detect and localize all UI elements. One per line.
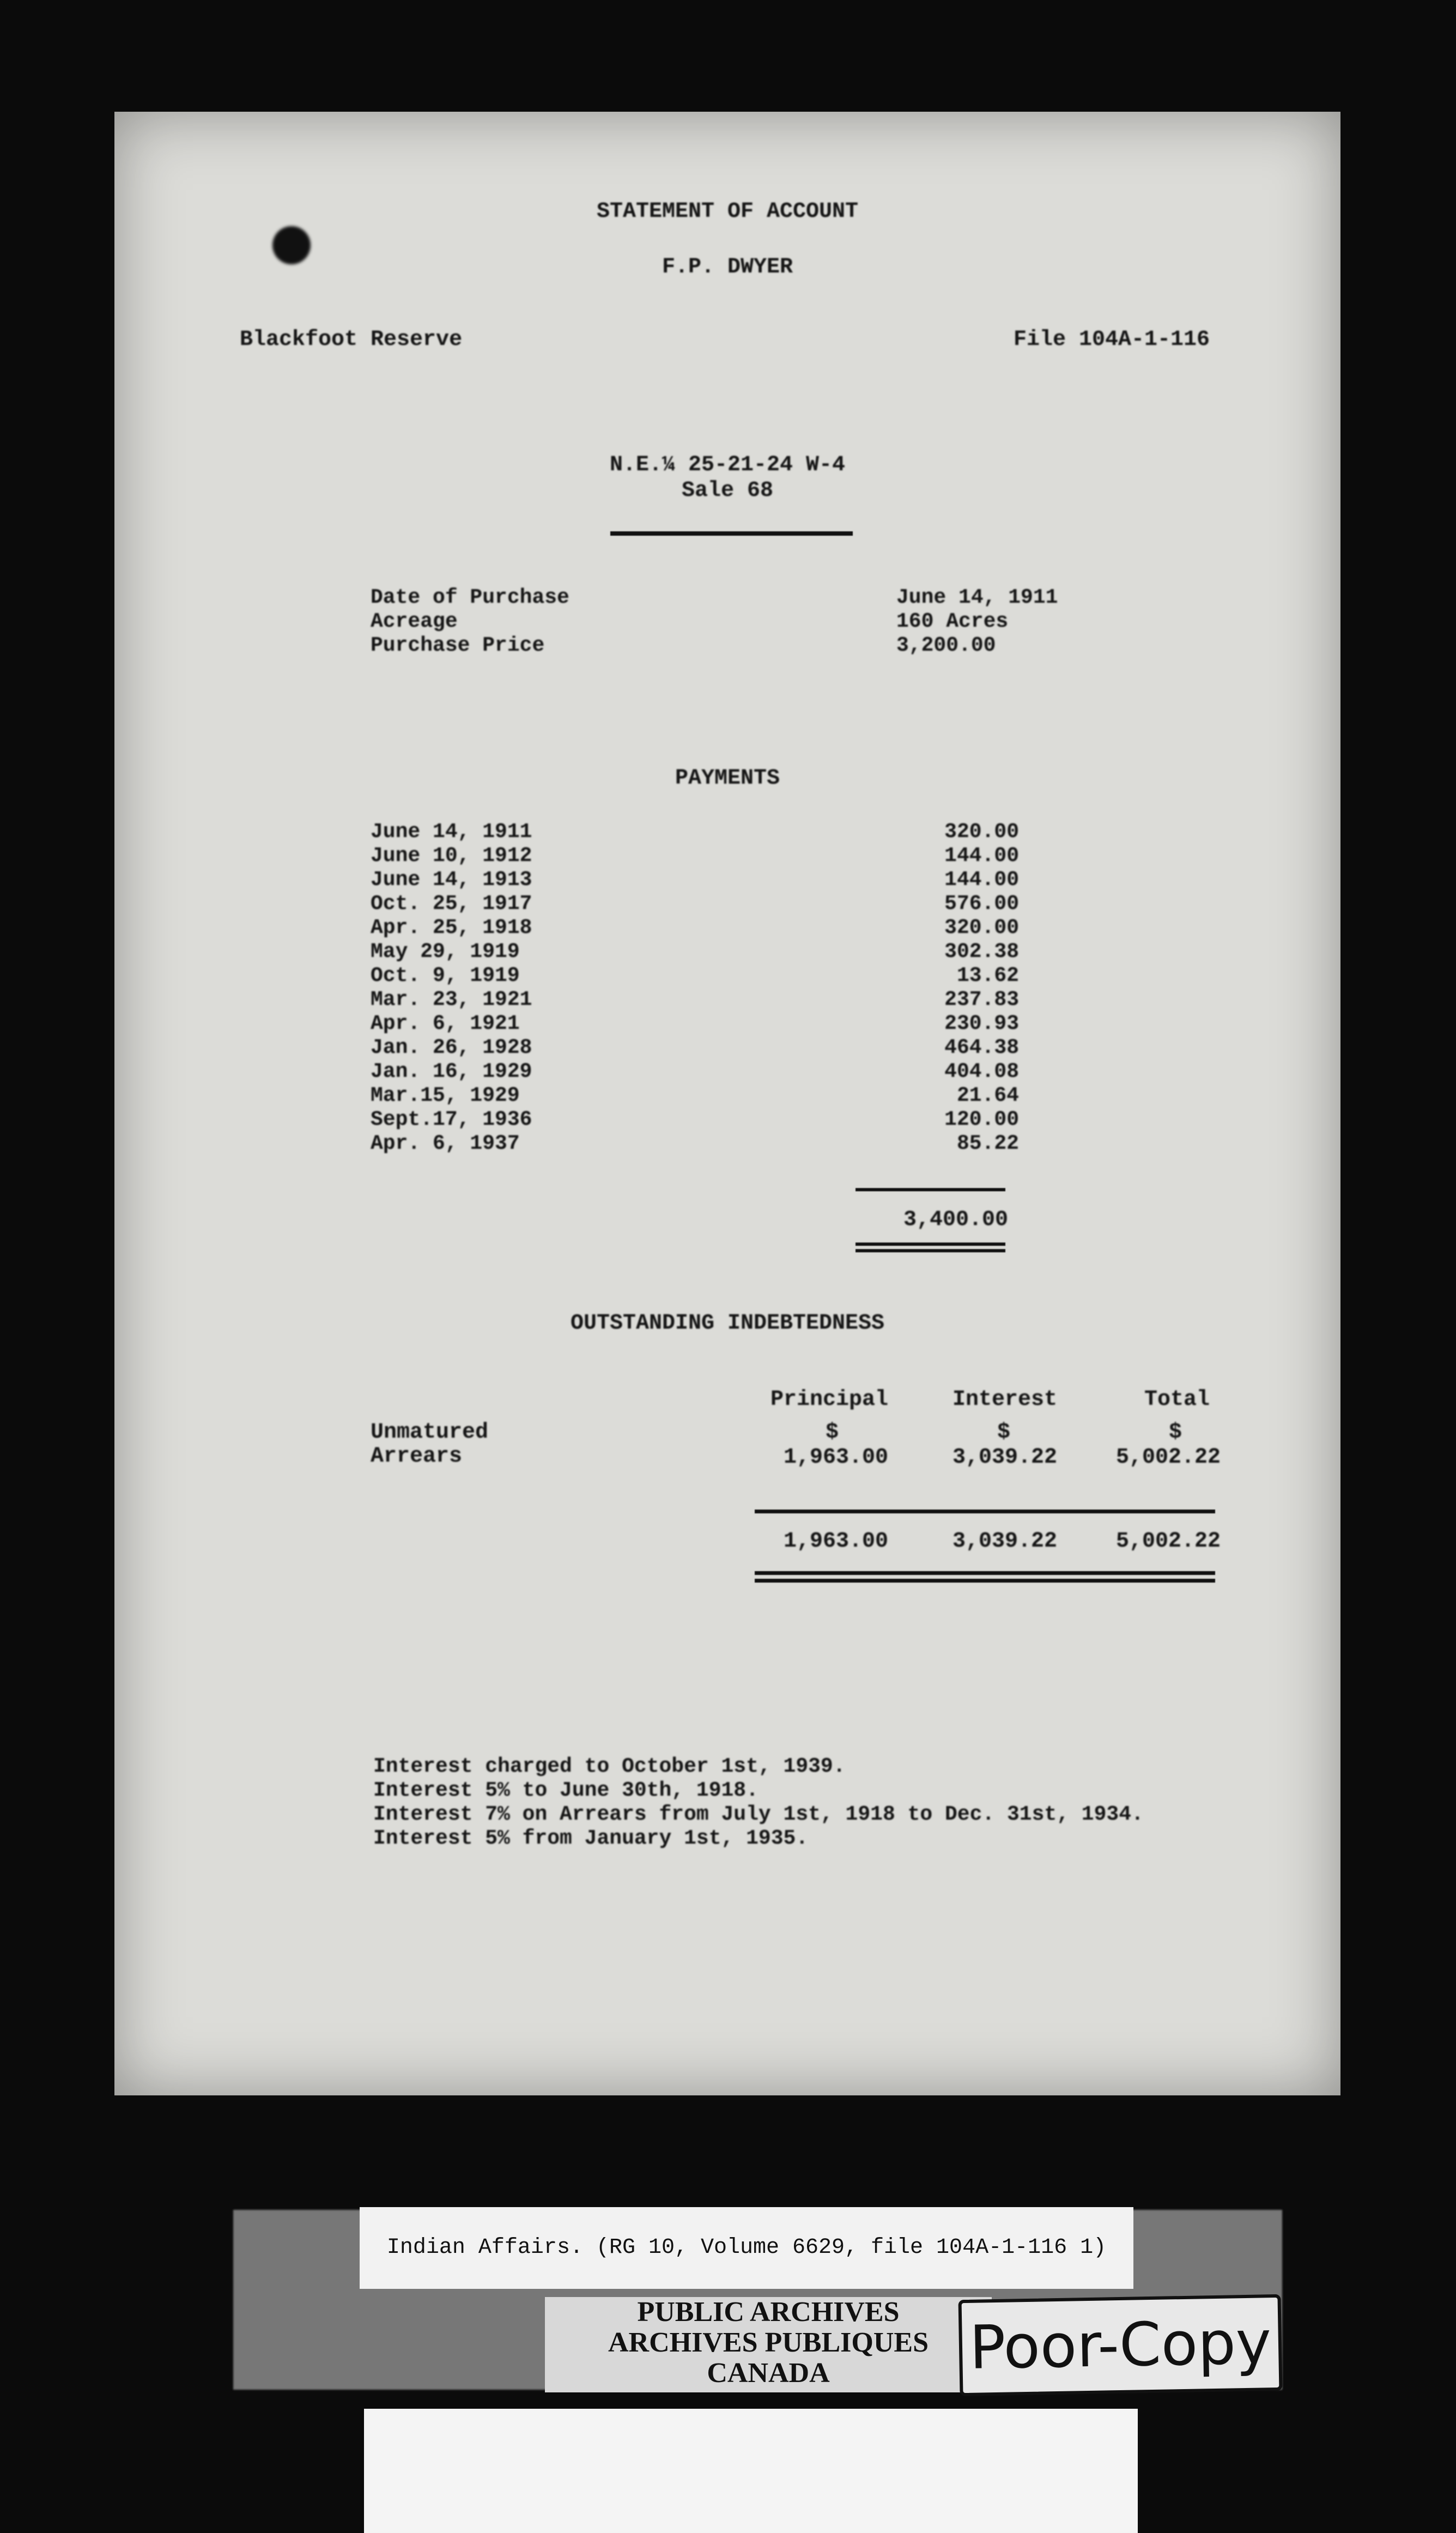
- archive-stamp-text: [545, 2297, 992, 2392]
- payment-dates: [371, 820, 532, 1156]
- title-underline: [610, 531, 853, 536]
- archive-line-1: PUBLIC ARCHIVES: [637, 2296, 900, 2328]
- payment-date: Oct. 9, 1919: [371, 964, 520, 987]
- payment-amount: 320.00: [944, 916, 1019, 940]
- archive-line-3: CANADA: [707, 2358, 830, 2389]
- payments-double-rule-1: [856, 1243, 1005, 1246]
- row-label-unmatured: Unmatured: [371, 1420, 489, 1445]
- interest-note: Interest charged to October 1st, 1939.: [373, 1755, 846, 1778]
- payment-amount: 320.00: [944, 820, 1019, 844]
- currency-total: $: [1169, 1420, 1182, 1445]
- purchase-value: 3,200.00: [896, 634, 996, 657]
- reserve-name: Blackfoot Reserve: [240, 328, 463, 352]
- payments-subtotal-rule: [856, 1188, 1005, 1191]
- outstanding-double-rule-1: [755, 1571, 1215, 1575]
- payment-date: Sept.17, 1936: [371, 1108, 532, 1131]
- row-label-arrears: Arrears: [371, 1444, 463, 1469]
- column-principal: Principal: [770, 1387, 888, 1412]
- statement-title: STATEMENT OF ACCOUNT: [596, 199, 859, 224]
- interest-note: Interest 5% to June 30th, 1918.: [373, 1779, 759, 1802]
- land-description: N.E.¼ 25-21-24 W-4: [609, 453, 846, 477]
- archive-citation: Indian Affairs. (RG 10, Volume 6629, file 104A-1-116 1): [360, 2207, 1133, 2289]
- column-interest: Interest: [952, 1387, 1057, 1412]
- payment-amount: 144.00: [944, 844, 1019, 868]
- value-interest: 3,039.22: [952, 1445, 1057, 1470]
- payment-amount: 13.62: [956, 964, 1019, 987]
- purchase-label: Acreage: [371, 610, 458, 633]
- payment-date: Mar.15, 1929: [371, 1084, 520, 1107]
- payment-amount: 230.93: [944, 1012, 1019, 1035]
- poor-copy-stamp: Poor-Copy: [958, 2294, 1283, 2396]
- payment-amount: 21.64: [956, 1084, 1019, 1107]
- payment-amount: 576.00: [944, 892, 1019, 916]
- outstanding-double-rule-2: [755, 1579, 1215, 1583]
- payment-date: Apr. 6, 1937: [371, 1132, 520, 1155]
- interest-note: Interest 7% on Arrears from July 1st, 1918 to Dec. 31st, 1934.: [373, 1803, 1144, 1826]
- interest-notes: [373, 1755, 1144, 1851]
- payment-amount: 85.22: [956, 1132, 1019, 1155]
- payment-date: Apr. 6, 1921: [371, 1012, 520, 1035]
- payment-date: Mar. 23, 1921: [371, 988, 532, 1011]
- purchase-label: Purchase Price: [371, 634, 545, 657]
- payment-date: June 14, 1911: [371, 820, 532, 844]
- payment-amount: 464.38: [944, 1036, 1019, 1059]
- label-blank-area: [364, 2409, 1138, 2533]
- total-interest: 3,039.22: [952, 1529, 1057, 1554]
- outstanding-subtotal-rule: [755, 1510, 1215, 1513]
- payment-date: June 14, 1913: [371, 868, 532, 892]
- payment-date: May 29, 1919: [371, 940, 520, 963]
- value-total: 5,002.22: [1115, 1445, 1221, 1470]
- archive-line-2: ARCHIVES PUBLIQUES: [608, 2327, 929, 2358]
- payment-date: Jan. 16, 1929: [371, 1060, 532, 1083]
- document-page: [114, 112, 1340, 2095]
- interest-note: Interest 5% from January 1st, 1935.: [373, 1827, 809, 1850]
- purchase-labels: [371, 586, 569, 658]
- payment-date: June 10, 1912: [371, 844, 532, 868]
- currency-interest: $: [997, 1420, 1011, 1445]
- payment-amount: 120.00: [944, 1108, 1019, 1131]
- payments-heading: PAYMENTS: [675, 766, 780, 791]
- payment-amounts: [834, 820, 1019, 1156]
- outstanding-heading: OUTSTANDING INDEBTEDNESS: [570, 1311, 885, 1336]
- file-number: File 104A-1-116: [1013, 328, 1210, 352]
- payment-amount: 237.83: [944, 988, 1019, 1011]
- payments-total: 3,400.00: [903, 1208, 1008, 1232]
- total-principal: 1,963.00: [783, 1529, 888, 1554]
- sale-number: Sale 68: [681, 478, 774, 503]
- payment-date: Apr. 25, 1918: [371, 916, 532, 940]
- total-total: 5,002.22: [1115, 1529, 1221, 1554]
- payment-date: Oct. 25, 1917: [371, 892, 532, 916]
- purchase-label: Date of Purchase: [371, 586, 569, 609]
- account-name: F.P. DWYER: [662, 255, 793, 280]
- payments-double-rule-2: [856, 1249, 1005, 1252]
- payment-date: Jan. 26, 1928: [371, 1036, 532, 1059]
- purchase-value: 160 Acres: [896, 610, 1009, 633]
- value-principal: 1,963.00: [783, 1445, 888, 1470]
- payment-amount: 144.00: [944, 868, 1019, 892]
- column-total: Total: [1144, 1387, 1210, 1412]
- currency-principal: $: [826, 1420, 839, 1445]
- purchase-value: June 14, 1911: [896, 586, 1058, 609]
- payment-amount: 302.38: [944, 940, 1019, 963]
- payment-amount: 404.08: [944, 1060, 1019, 1083]
- purchase-values: [896, 586, 1058, 658]
